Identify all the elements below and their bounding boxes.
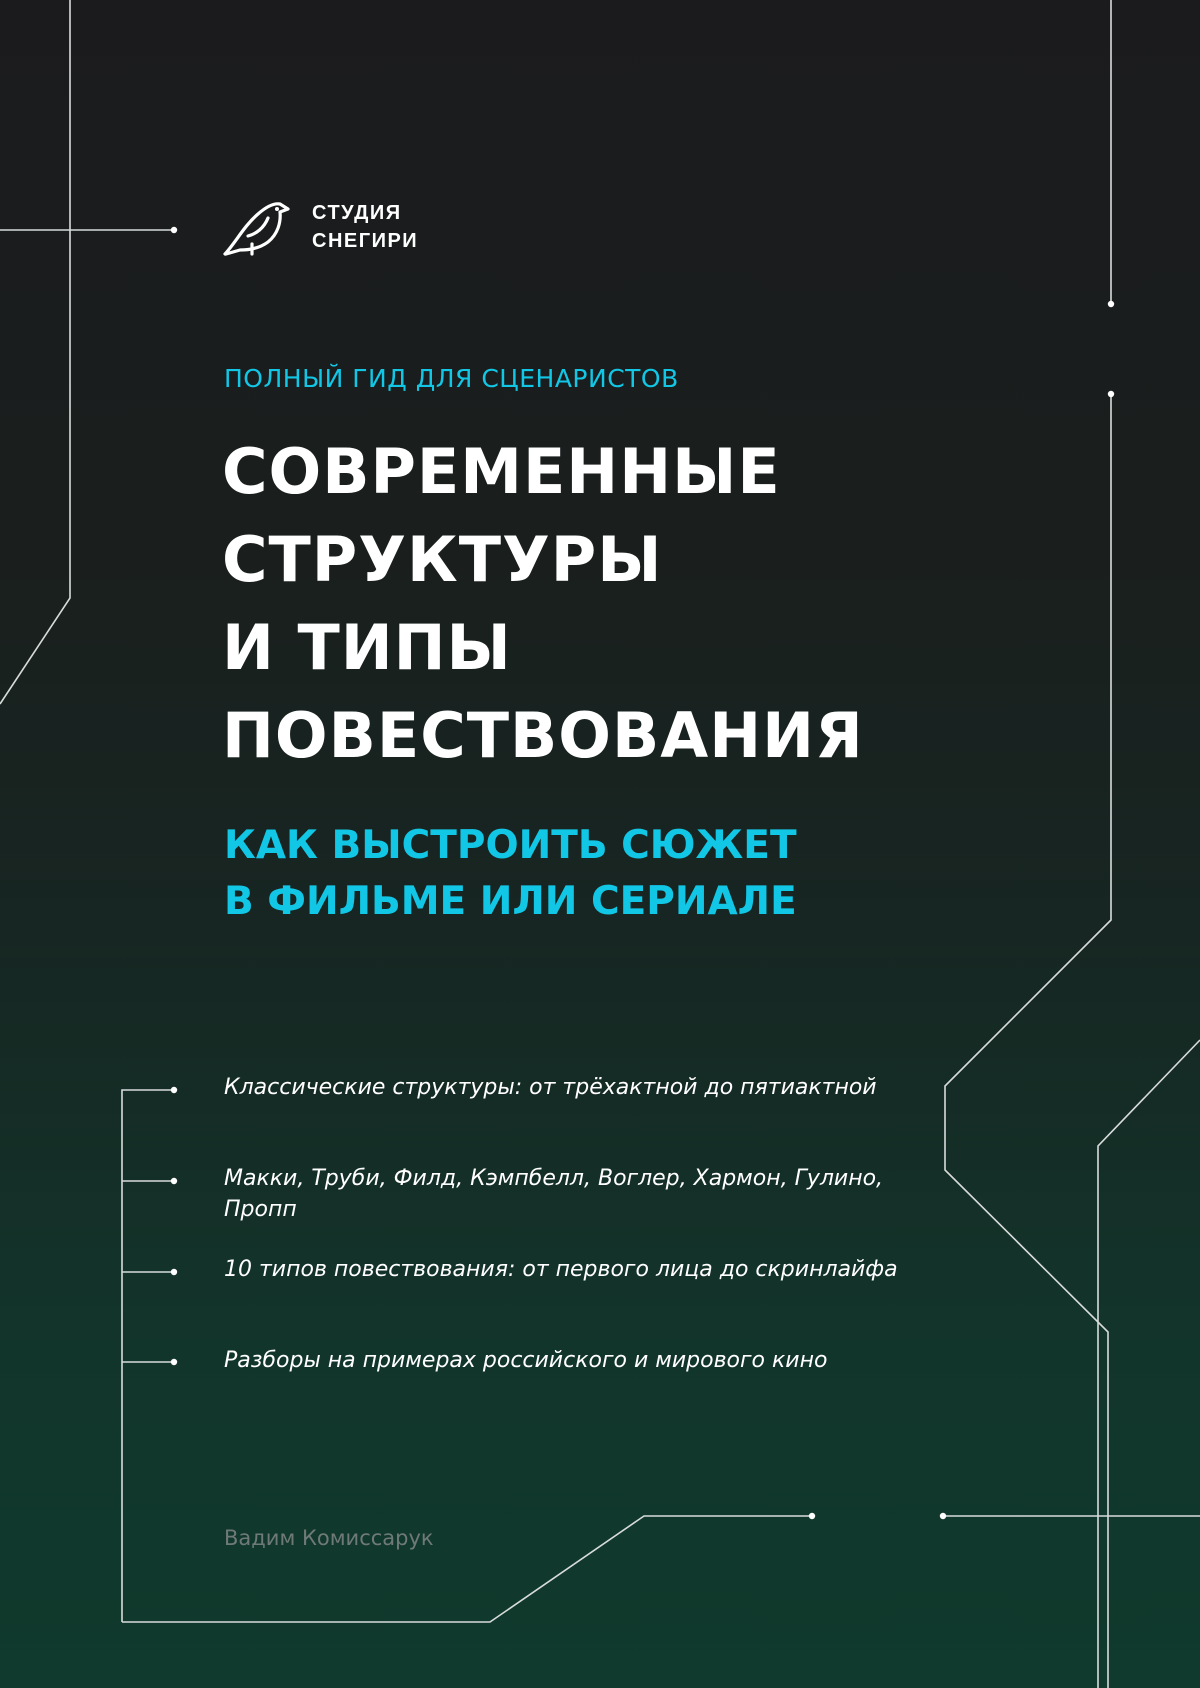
subtitle-line: КАК ВЫСТРОИТЬ СЮЖЕТ [224,823,797,868]
studio-name [312,199,418,255]
author-name: Вадим Комиссарук [224,1526,434,1550]
title-line: СТРУКТУРЫ [222,523,663,596]
book-title [222,428,1042,780]
feature-item: Разборы на примерах российского и мирового кино [224,1348,828,1373]
studio-logo [222,196,418,258]
title-line: СОВРЕМЕННЫЕ [222,435,781,508]
title-line: ПОВЕСТВОВАНИЯ [222,699,864,772]
studio-name-line-2: СНЕГИРИ [312,230,419,252]
studio-name-line-1: СТУДИЯ [312,202,402,224]
feature-list [224,1072,904,1436]
guide-eyebrow: ПОЛНЫЙ ГИД ДЛЯ СЦЕНАРИСТОВ [224,364,679,393]
feature-item: Классические структуры: от трёхактной до пятиактной [224,1075,877,1100]
subtitle-line: В ФИЛЬМЕ ИЛИ СЕРИАЛЕ [224,879,797,924]
bullfinch-bird-icon [222,196,292,258]
title-line: И ТИПЫ [222,611,512,684]
book-subtitle [224,818,797,930]
feature-item: 10 типов повествования: от первого лица до скринлайфа [224,1257,898,1282]
feature-item: Макки, Труби, Филд, Кэмпбелл, Воглер, Хармон, Гулино, Пропп [224,1166,884,1222]
